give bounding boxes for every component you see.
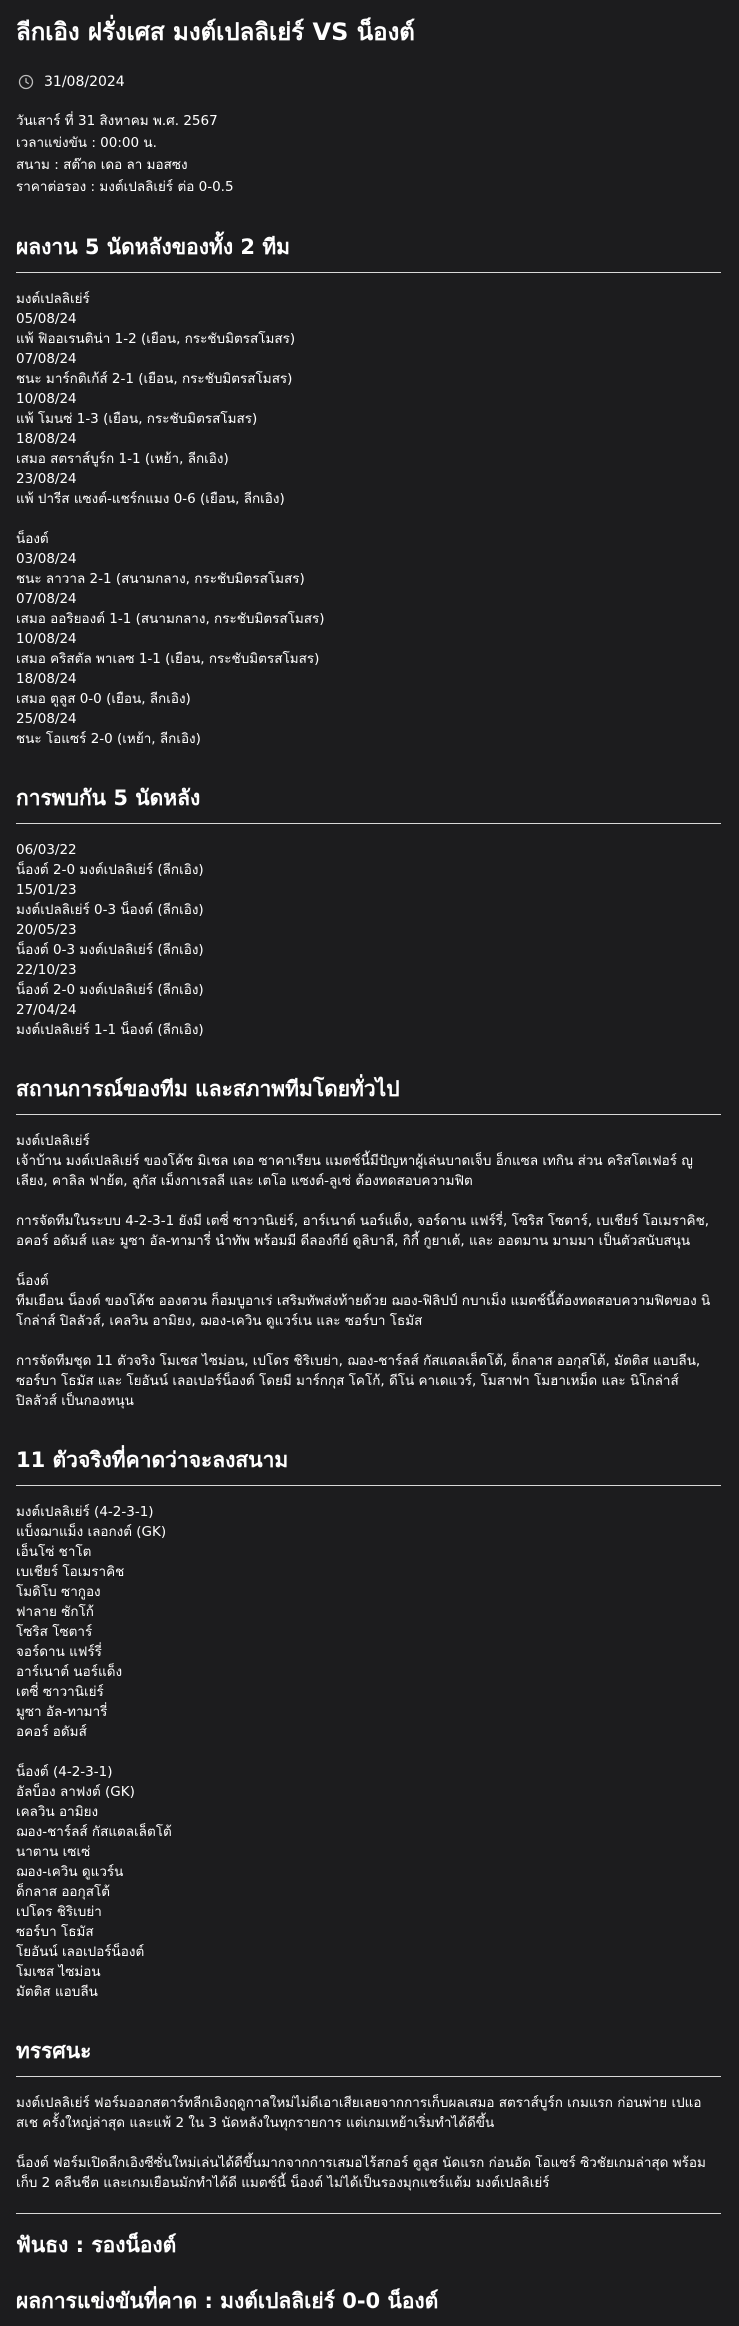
divider	[16, 1485, 721, 1486]
date-row	[16, 72, 721, 92]
team-name: น็องต์	[16, 1273, 49, 1289]
player: อคอร์ อดัมส์	[16, 1724, 87, 1740]
result-date: 10/08/24	[16, 391, 77, 407]
stadium: สนาม : สต๊าด เดอ ลา มอสซง	[16, 157, 188, 173]
match-day: วันเสาร์ ที่ 31 สิงหาคม พ.ศ. 2567	[16, 113, 218, 129]
lineup-team: น็องต์ (4-2-3-1)	[16, 1764, 113, 1780]
player: เอ็นโซ่ ชาโต	[16, 1544, 92, 1560]
team-news-paragraph: การจัดทีมในระบบ 4-2-3-1 ยังมี เตซี่ ซาวานิเย่ร์, อาร์เนาต์ นอร์แด็ง, จอร์ดาน แฟร์รี่, โซริส โซตาร์, เบเชียร์ โอเมราคิช, อคอร์ อดัมส์ และ มูซา อัล-ทามารี่ นำทัพ พร้อมมี ดีลองกีย์ ดูลิบาลี, กิกี้ กูยาเต้, และ ออตมาน มามมา เป็นตัวสนับสนุน	[16, 1213, 710, 1249]
result-line: แพ้ ฟิออเรนติน่า 1-2 (เยือน, กระชับมิตรสโมสร)	[16, 331, 296, 347]
player: โมเซส ไซม่อน	[16, 1964, 101, 1980]
player: ด็กลาส ออกุสโต้	[16, 1884, 110, 1900]
divider	[16, 2213, 721, 2214]
player: ฟาลาย ซักโก้	[16, 1604, 94, 1620]
result-line: เสมอ ออริยองต์ 1-1 (สนามกลาง, กระชับมิตรสโมสร)	[16, 611, 325, 627]
analysis-heading: ทรรศนะ	[16, 2039, 92, 2063]
result-line: ชนะ โอแซร์ 2-0 (เหย้า, ลีกเอิง)	[16, 731, 201, 747]
clock-icon	[18, 74, 34, 90]
divider	[16, 1114, 721, 1115]
player: มูซา อัล-ทามารี่	[16, 1704, 108, 1720]
player: โมดิโบ ซากูอง	[16, 1584, 101, 1600]
result-date: 18/08/24	[16, 671, 77, 687]
team-news-heading: สถานการณ์ของทีม และสภาพทีมโดยทั่วไป	[16, 1077, 400, 1101]
player: อัลบ็อง ลาฟงต์ (GK)	[16, 1784, 135, 1800]
player: เตซี่ ซาวานิเย่ร์	[16, 1684, 104, 1700]
divider	[16, 823, 721, 824]
match-info	[16, 110, 721, 198]
recent-form-heading: ผลงาน 5 นัดหลังของทั้ง 2 ทีม	[16, 235, 291, 259]
team-news-paragraph: การจัดทีมชุด 11 ตัวจริง โมเซส ไซม่อน, เปโดร ชิริเบย่า, ฌอง-ชาร์ลส์ กัสแตลเล็ตโต้, ด็กลาส ออกุสโต้, มัตติส แอบลีน, ซอร์บา โธมัส และ โยอันน์ เลอเปอร์น็องต์ โดยมี มาร์กกุส โคโก้, ดีโน่ คาเดแวร์, โมสาฟา โมฮาเหม็ด และ นิโกล่าส์ ปิลลัวส์ เป็นกองหนุน	[16, 1353, 701, 1409]
recent-form-away	[16, 529, 721, 749]
result-date: 23/08/24	[16, 471, 77, 487]
team-news-paragraph: เจ้าบ้าน มงต์เปลลิเย่ร์ ของโค้ช มิเชล เดอ ซาคาเรียน แมตช์นี้มีปัญหาผู้เล่นบาดเจ็บ อ็กแซล เทกิน ส่วน คริสโตเฟอร์ ญูเลียง, คาลิล ฟาย้ต, ลูกัส เม็งกาเรลลี และ เตโอ แซงต์-ลูเซ่ ต้องทดสอบความฟิต	[16, 1153, 693, 1189]
result-date: 07/08/24	[16, 351, 77, 367]
player: มัตติส แอบลีน	[16, 1984, 98, 2000]
h2h-date: 27/04/24	[16, 1002, 77, 1018]
recent-form-home	[16, 289, 721, 509]
player: โซริส โซตาร์	[16, 1624, 93, 1640]
player: นาตาน เซเซ่	[16, 1844, 91, 1860]
h2h-result: น็องต์ 2-0 มงต์เปลลิเย่ร์ (ลีกเอิง)	[16, 982, 204, 998]
result-date: 18/08/24	[16, 431, 77, 447]
result-line: แพ้ โมนซ่ 1-3 (เยือน, กระชับมิตรสโมสร)	[16, 411, 258, 427]
h2h-result: มงต์เปลลิเย่ร์ 0-3 น็องต์ (ลีกเอิง)	[16, 902, 204, 918]
player: ฌอง-เควิน ดูแวร์น	[16, 1864, 124, 1880]
divider	[16, 2076, 721, 2077]
result-date: 05/08/24	[16, 311, 77, 327]
lineups-heading: 11 ตัวจริงที่คาดว่าจะลงสนาม	[16, 1448, 289, 1472]
team-news-home	[16, 1131, 721, 1251]
h2h-date: 22/10/23	[16, 962, 77, 978]
lineup-away	[16, 1762, 721, 2002]
team-name: น็องต์	[16, 531, 49, 547]
player: แบ็งฌาแม็ง เลอกงต์ (GK)	[16, 1524, 167, 1540]
result-date: 07/08/24	[16, 591, 77, 607]
h2h-date: 06/03/22	[16, 842, 77, 858]
analysis-paragraph: น็องต์ ฟอร์มเปิดลีกเอิงซีซั่นใหม่เล่นได้ดีขึ้นมากจากการเสมอไร้สกอร์ ตูลูส นัดแรก ก่อนอัด โอแซร์ ซิวชัยเกมล่าสุด พร้อมเก็บ 2 คลีนชีต และเกมเยือนมักทำได้ดี แมตช์นี้ น็องต์ ไม่ได้เป็นรองมุกแชร์แต้ม มงต์เปลลิเย่ร์	[16, 2155, 706, 2191]
player: โยอันน์ เลอเปอร์น็องต์	[16, 1944, 145, 1960]
player: เบเชียร์ โอเมราคิช	[16, 1564, 125, 1580]
player: ซอร์บา โธมัส	[16, 1924, 94, 1940]
result-line: ชนะ ลาวาล 2-1 (สนามกลาง, กระชับมิตรสโมสร)	[16, 571, 305, 587]
handicap: ราคาต่อรอง : มงต์เปลลิเย่ร์ ต่อ 0-0.5	[16, 179, 234, 195]
verdict-pick: ฟันธง : รองน็องต์	[16, 2233, 177, 2257]
player: อาร์เนาต์ นอร์แด็ง	[16, 1664, 123, 1680]
player: ฌอง-ชาร์ลส์ กัสแตลเล็ตโต้	[16, 1824, 172, 1840]
result-line: เสมอ สตราส์บูร์ก 1-1 (เหย้า, ลีกเอิง)	[16, 451, 229, 467]
result-date: 10/08/24	[16, 631, 77, 647]
result-line: ชนะ มาร์กติเก้ส์ 2-1 (เยือน, กระชับมิตรสโมสร)	[16, 371, 293, 387]
player: จอร์ดาน แฟร์รี่	[16, 1644, 102, 1660]
analysis-paragraph: มงต์เปลลิเย่ร์ ฟอร์มออกสตาร์ทลีกเอิงฤดูกาลใหม่ไม่ดีเอาเสียเลยจากการเก็บผลเสมอ สตราส์บูร์ก เกมแรก ก่อนพ่าย เปแอสเช ครั้งใหญ่ล่าสุด และแพ้ 2 ใน 3 นัดหลังในทุกรายการ แต่เกมเหย้าเริ่มทำได้ดีขึ้น	[16, 2095, 702, 2131]
result-line: เสมอ คริสตัล พาเลซ 1-1 (เยือน, กระชับมิตรสโมสร)	[16, 651, 320, 667]
player: เปโดร ชิริเบย่า	[16, 1904, 102, 1920]
team-name: มงต์เปลลิเย่ร์	[16, 291, 90, 307]
result-line: แพ้ ปารีส แซงต์-แชร์กแมง 0-6 (เยือน, ลีกเอิง)	[16, 491, 285, 507]
team-news-away	[16, 1271, 721, 1411]
team-name: มงต์เปลลิเย่ร์	[16, 1133, 90, 1149]
match-date: 31/08/2024	[44, 74, 125, 90]
result-line: เสมอ ตูลูส 0-0 (เยือน, ลีกเอิง)	[16, 691, 191, 707]
divider	[16, 272, 721, 273]
h2h-list	[16, 840, 721, 1040]
h2h-result: น็องต์ 0-3 มงต์เปลลิเย่ร์ (ลีกเอิง)	[16, 942, 204, 958]
h2h-date: 15/01/23	[16, 882, 77, 898]
result-date: 03/08/24	[16, 551, 77, 567]
team-news-paragraph: ทีมเยือน น็องต์ ของโค้ช อองตวน ก็อมบูอาเร่ เสริมทัพส่งท้ายด้วย ฌอง-ฟิลิปป์ กบาเม็ง แมตช์นี้ต้องทดสอบความฟิตของ นิโกล่าส์ ปิลลัวส์, เคลวิน อามิยง, ฌอง-เควิน ดูแวร์เน และ ซอร์บา โธมัส	[16, 1293, 711, 1329]
lineup-team: มงต์เปลลิเย่ร์ (4-2-3-1)	[16, 1504, 154, 1520]
player: เคลวิน อามิยง	[16, 1804, 99, 1820]
kickoff-time: เวลาแข่งขัน : 00:00 น.	[16, 135, 157, 151]
h2h-result: มงต์เปลลิเย่ร์ 1-1 น็องต์ (ลีกเอิง)	[16, 1022, 204, 1038]
h2h-date: 20/05/23	[16, 922, 77, 938]
h2h-result: น็องต์ 2-0 มงต์เปลลิเย่ร์ (ลีกเอิง)	[16, 862, 204, 878]
page-title: ลีกเอิง ฝรั่งเศส มงต์เปลลิเย่ร์ VS น็องต์	[16, 18, 415, 46]
lineup-home	[16, 1502, 721, 1742]
h2h-heading: การพบกัน 5 นัดหลัง	[16, 786, 201, 810]
predicted-score: ผลการแข่งขันที่คาด : มงต์เปลลิเย่ร์ 0-0 น็องต์	[16, 2289, 439, 2313]
result-date: 25/08/24	[16, 711, 77, 727]
